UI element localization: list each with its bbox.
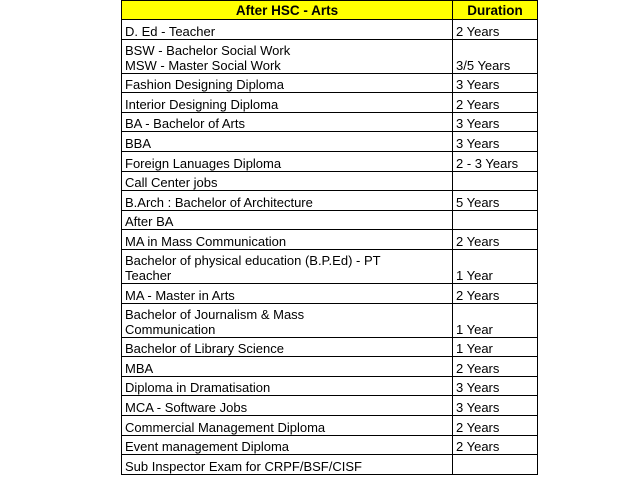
- table-row: [122, 73, 538, 93]
- course-name-line: Foreign Lanuages Diploma: [125, 155, 282, 171]
- course-cell: [122, 415, 453, 435]
- course-cell: [122, 112, 453, 132]
- course-name-line: MA - Master in Arts: [125, 287, 235, 303]
- course-name-line: MSW - Master Social Work: [125, 57, 281, 73]
- course-cell: [122, 435, 453, 455]
- course-name-line: Teacher: [125, 267, 172, 283]
- table-row: [122, 151, 538, 171]
- table-row: [122, 357, 538, 377]
- duration-cell: 3/5 Years: [453, 39, 538, 73]
- course-name-line: MA in Mass Communication: [125, 233, 287, 249]
- table-row: [122, 435, 538, 455]
- course-cell: [122, 171, 453, 191]
- course-name-line: D. Ed - Teacher: [125, 23, 216, 39]
- table-row: [122, 210, 538, 230]
- duration-cell: 3 Years: [453, 396, 538, 416]
- course-name-line: Sub Inspector Exam for CRPF/BSF/CISF: [125, 458, 362, 474]
- table-row: [122, 249, 538, 283]
- course-name-line: BBA: [125, 135, 152, 151]
- duration-cell: 2 Years: [453, 230, 538, 250]
- course-cell: [122, 455, 453, 475]
- course-name-line: Bachelor of Library Science: [125, 341, 284, 357]
- course-cell: [122, 39, 453, 73]
- table-row: [122, 396, 538, 416]
- duration-cell: 3 Years: [453, 376, 538, 396]
- course-name-line: Communication: [125, 321, 216, 337]
- course-cell: [122, 376, 453, 396]
- course-name-line: After BA: [125, 214, 174, 230]
- duration-cell: [453, 171, 538, 191]
- table-row: [122, 230, 538, 250]
- table-row: [122, 337, 538, 357]
- table-row: [122, 20, 538, 40]
- duration-cell: 3 Years: [453, 73, 538, 93]
- course-cell: [122, 396, 453, 416]
- table-row: [122, 93, 538, 113]
- course-cell: [122, 357, 453, 377]
- course-cell: [122, 249, 453, 283]
- course-name-line: Event management Diploma: [125, 439, 290, 455]
- course-cell: [122, 20, 453, 40]
- table-row: [122, 283, 538, 303]
- course-cell: [122, 283, 453, 303]
- course-name-line: BA - Bachelor of Arts: [125, 116, 245, 132]
- course-cell: [122, 230, 453, 250]
- course-name-line: Fashion Designing Diploma: [125, 77, 284, 93]
- table-header-row: [122, 1, 538, 20]
- course-name-line: BSW - Bachelor Social Work: [125, 42, 291, 58]
- table-row: [122, 455, 538, 475]
- duration-cell: 1 Year: [453, 249, 538, 283]
- table-row: [122, 415, 538, 435]
- duration-cell: 2 Years: [453, 20, 538, 40]
- duration-cell: 5 Years: [453, 191, 538, 211]
- course-name-line: MBA: [125, 360, 154, 376]
- duration-cell: [453, 455, 538, 475]
- table-row: [122, 132, 538, 152]
- table-row: [122, 303, 538, 337]
- table-row: [122, 171, 538, 191]
- table-row: [122, 191, 538, 211]
- course-cell: [122, 303, 453, 337]
- duration-cell: 3 Years: [453, 112, 538, 132]
- duration-cell: 2 Years: [453, 415, 538, 435]
- course-name-line: B.Arch : Bachelor of Architecture: [125, 194, 313, 210]
- course-cell: [122, 210, 453, 230]
- table-body: [122, 20, 538, 475]
- course-cell: [122, 93, 453, 113]
- course-cell: [122, 151, 453, 171]
- course-name-line: Interior Designing Diploma: [125, 96, 279, 112]
- duration-column-header: Duration: [453, 1, 538, 20]
- duration-cell: 2 - 3 Years: [453, 151, 538, 171]
- course-cell: [122, 191, 453, 211]
- course-name-line: Call Center jobs: [125, 175, 218, 191]
- course-column-header: After HSC - Arts: [122, 1, 453, 20]
- course-name-line: Bachelor of physical education (B.P.Ed) - PT: [125, 252, 381, 268]
- course-duration-table: [121, 0, 538, 475]
- duration-cell: 2 Years: [453, 93, 538, 113]
- course-cell: [122, 132, 453, 152]
- duration-cell: 2 Years: [453, 357, 538, 377]
- course-name-line: MCA - Software Jobs: [125, 399, 248, 415]
- table-row: [122, 112, 538, 132]
- table-row: [122, 39, 538, 73]
- duration-cell: 1 Year: [453, 303, 538, 337]
- course-name-line: Bachelor of Journalism & Mass: [125, 306, 305, 322]
- duration-cell: 2 Years: [453, 435, 538, 455]
- course-cell: [122, 337, 453, 357]
- duration-cell: [453, 210, 538, 230]
- course-cell: [122, 73, 453, 93]
- duration-cell: 2 Years: [453, 283, 538, 303]
- duration-cell: 1 Year: [453, 337, 538, 357]
- course-name-line: Diploma in Dramatisation: [125, 380, 271, 396]
- table-row: [122, 376, 538, 396]
- duration-cell: 3 Years: [453, 132, 538, 152]
- course-name-line: Commercial Management Diploma: [125, 419, 326, 435]
